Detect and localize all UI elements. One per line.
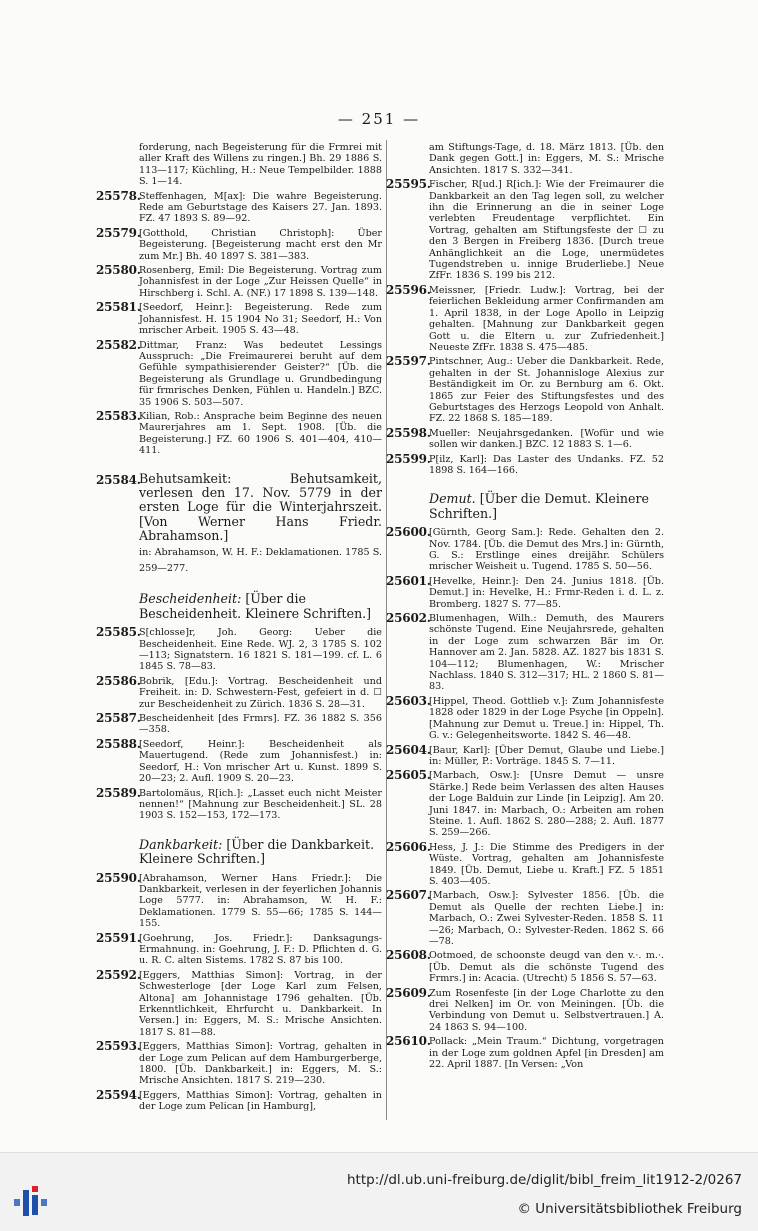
bibliography-entry xyxy=(386,985,664,1034)
entry-number: 25586. xyxy=(96,673,141,688)
bibliography-entry xyxy=(96,472,382,577)
entry-text: Mueller: Neujahrsgedanken. [Wofür und wie sollen wir danken.] BZC. 12 1883 S. 1—6. xyxy=(429,427,664,451)
university-library-logo-icon xyxy=(12,1186,48,1220)
bibliography-entry xyxy=(96,1041,382,1087)
entry-number: 25601. xyxy=(386,573,431,588)
entry-number: 25596. xyxy=(386,282,431,297)
section-keyword: Dankbarkeit: xyxy=(139,836,223,852)
entry-list xyxy=(96,627,382,822)
bibliography-entry xyxy=(96,408,382,457)
entry-number: 25594. xyxy=(96,1087,141,1102)
permalink-url[interactable]: http://dl.ub.uni-freiburg.de/diglit/bibl_freim_lit1912-2/0267 xyxy=(346,1172,742,1188)
entry-text: Kilian, Rob.: Ansprache beim Beginne des neuen Maurerjahres am 1. Sept. 1908. [Üb. die Begeisterung.] FZ. 60 1906 S. 401—404, 410—411. xyxy=(139,410,382,457)
entry-text: Steffenhagen, M[ax]: Die wahre Begeisterung. Rede am Geburtstage des Kaisers 27. Jan. 1893. FZ. 47 1893 S. 89—92. xyxy=(139,190,382,225)
bibliography-entry xyxy=(386,613,664,693)
entry-number: 25590. xyxy=(96,870,141,885)
left-column xyxy=(96,142,382,1116)
entry-number: 25588. xyxy=(96,736,141,751)
bibliography-entry xyxy=(96,302,382,336)
entry-text: Pollack: „Mein Traum.“ Dichtung, vorgetragen in der Loge zum goldnen Apfel [in Dresden] am 22. April 1887. [In Versen: „Von xyxy=(429,1036,664,1071)
bibliography-entry xyxy=(96,1087,382,1113)
entry-number: 25580. xyxy=(96,263,141,278)
section-keyword: Bescheidenheit: xyxy=(139,591,242,607)
entry-number: 25598. xyxy=(386,425,431,440)
entry-number: 25593. xyxy=(96,1039,141,1054)
continued-entry: am Stiftungs-Tage, d. 18. März 1813. [Üb. den Dank gegen Gott.] in: Eggers, M. S.: Mrische Ansichten. 1817 S. 332—341. xyxy=(429,142,664,176)
entry-text: [Baur, Karl]: [Über Demut, Glaube und Liebe.] in: Müller, P.: Vorträge. 1845 S. 7—11. xyxy=(429,744,664,767)
bibliography-entry xyxy=(386,425,664,451)
section-keyword: Demut. xyxy=(429,491,476,507)
entry-text: [Seedorf, Heinr.]: Begeisterung. Rede zum Johannisfest. H. 15 1904 No 31; Seedorf, H.: Von mrischer Arbeit. 1905 S. 43—48. xyxy=(139,302,382,337)
entry-number: 25600. xyxy=(386,525,431,540)
entry-text: [Hippel, Theod. Gottlieb v.]: Zum Johannisfeste 1828 oder 1829 in der Loge Psyche [in Oppeln]. [Mahnung zur Demut u. Treue.] in: Hippel, Th. G. v.: Gelegenheitsworte. 1842 S. 46—48. xyxy=(429,695,664,742)
entry-number: 25595. xyxy=(386,177,431,192)
bibliography-entry xyxy=(96,736,382,785)
bibliography-entry xyxy=(96,337,382,408)
bibliography-entry xyxy=(386,890,664,947)
entry-number: 25587. xyxy=(96,711,141,726)
entry-text: [Eggers, Matthias Simon]: Vortrag, gehalten in der Loge zum Pelican [in Hamburg], xyxy=(139,1089,382,1113)
entry-number: 25592. xyxy=(96,967,141,982)
bibliography-entry xyxy=(386,693,664,742)
entry-text: Behutsamkeit: Behutsamkeit, verlesen den 17. Nov. 5779 in der ersten Loge für die Winterjahrszeit. [Von Werner Hans Friedr. Abrahamson.] xyxy=(139,470,382,544)
bibliography-entry xyxy=(96,673,382,710)
continued-entry: forderung, nach Begeisterung für die Frmrei mit aller Kraft des Willens zu ringen.] Bh. 29 1886 S. 113—117; Küchling, H.: Neue Tempelbilder. 1888 S. 1—14. xyxy=(139,142,382,188)
entry-text: Pintschner, Aug.: Ueber die Dankbarkeit. Rede, gehalten in der St. Johannisloge Alexius zur Beständigkeit im Or. zu Bernburg am 6. Okt. 1865 zur Feier des Stiftungsfestes und des Geburtstages des Herzogs Leopold von Anhalt. FZ. 22 1868 S. 185—189. xyxy=(429,356,664,425)
entry-number: 25581. xyxy=(96,300,141,315)
section-title: [Über die Dankbarkeit. Kleinere Schriften.] xyxy=(139,836,375,867)
entry-text: [Marbach, Osw.]: [Unsre Demut — unsre Stärke.] Rede beim Verlassen des alten Hauses der Loge Balduin zur Linde [in Leipzig]. Am 20. Juni 1847. in: Marbach, O.: Arbeiten am rohen Steine. 1. Aufl. 1862 S. 280—288; 2. Aufl. 1877 S. 259—266. xyxy=(429,770,664,839)
entry-number: 25609. xyxy=(386,985,431,1000)
entry-text: [Hevelke, Heinr.]: Den 24. Junius 1818. [Üb. Demut.] in: Hevelke, H.: Frmr-Reden i. d. L. z. Bromberg. 1827 S. 77—85. xyxy=(429,575,664,610)
bibliography-entry xyxy=(96,225,382,262)
entry-number: 25608. xyxy=(386,948,431,963)
bibliography-entry xyxy=(386,356,664,424)
entry-number: 25606. xyxy=(386,839,431,854)
entry-list xyxy=(96,188,382,457)
bibliography-entry xyxy=(386,1036,664,1070)
entry-number: 25602. xyxy=(386,611,431,626)
entry-text: [Marbach, Osw.]: Sylvester 1856. [Üb. die Demut als Quelle der rechten Liebe.] in: Marbach, O.: Zwei Sylvester-Reden. 1858 S. 11—26; Marbach, O.: Sylvester-Reden. 1862 S. 66—78. xyxy=(429,890,664,947)
entry-text: [Goehrung, Jos. Friedr.]: Danksagungs-Ermahnung. in: Goehrung, J. F.: D. Pflichten d. G. u. R. C. alten Sistems. 1782 S. 87 bis 100. xyxy=(139,932,382,967)
entry-text: Meissner, [Friedr. Ludw.]: Vortrag, bei der feierlichen Bekleidung armer Confirmanden am 1. April 1838, in der Loge Apollo in Leipzig gehalten. [Mahnung zur Dankbarkeit gegen Gott u. die Eltern u. zur Zufriedenheit.] Neueste ZfFr. 1838 S. 475—485. xyxy=(429,284,664,353)
entry-number: 25589. xyxy=(96,785,141,800)
entry-number: 25578. xyxy=(96,188,141,203)
entry-text: Blumenhagen, Wilh.: Demuth, des Maurers schönste Tugend. Eine Neujahrsrede, gehalten in der Loge zum schwarzen Bär im Or. Hannover am 2. Jan. 5828. AZ. 1827 bis 1831 S. 104—112; Blumenhagen, W.: Mrischer Nachlass. 1840 S. 312—317; HL. 2 1860 S. 81—83. xyxy=(429,613,664,693)
section-title: [Über die Demut. Kleinere Schriften.] xyxy=(429,491,649,521)
entry-number: 25607. xyxy=(386,888,431,903)
entry-text: Bartolomäus, R[ich.]: „Lasset euch nicht Meister nennen!“ [Mahnung zur Bescheidenheit.] SL. 28 1903 S. 152—153, 172—173. xyxy=(139,787,382,822)
entry-number: 25584. xyxy=(96,472,141,487)
bibliography-entry xyxy=(386,742,664,768)
entry-text: [Seedorf, Heinr.]: Bescheidenheit als Mauertugend. (Rede zum Johannisfest.) in: Seedorf, H.: Von mrischer Art u. Kunst. 1899 S. 20—23; 2. Aufl. 1909 S. 20—23. xyxy=(139,738,382,785)
entry-number: 25579. xyxy=(96,225,141,240)
bibliography-entry xyxy=(96,785,382,822)
entry-text: [Abrahamson, Werner Hans Friedr.]: Die Dankbarkeit, verlesen in der feyerlichen Johannis Loge 5777. in: Abrahamson, W. H. F.: Deklamationen. 1779 S. 55—66; 1785 S. 144—155. xyxy=(139,872,382,930)
entry-number: 25591. xyxy=(96,930,141,945)
entry-text: Hess, J. J.: Die Stimme des Predigers in der Wüste. Vortrag, gehalten am Johannisfeste 1849. [Üb. Demut, Liebe u. Kraft.] FZ. 5 1851 S. 403—405. xyxy=(429,841,664,887)
entry-text: P[ilz, Karl]: Das Laster des Undanks. FZ. 52 1898 S. 164—166. xyxy=(429,453,664,476)
page-number: — 251 — xyxy=(337,110,421,128)
entry-number: 25604. xyxy=(386,742,431,757)
entry-text: Bescheidenheit [des Frmrs]. FZ. 36 1882 S. 356—358. xyxy=(139,713,382,736)
section-heading xyxy=(96,592,382,621)
entry-text: S[chlosse]r, Joh. Georg: Ueber die Bescheidenheit. Eine Rede. WJ. 2, 3 1785 S. 102—113; Signatstern. 16 1821 S. 181—199. cf. L. 6 1845 S. 78—83. xyxy=(139,627,382,673)
bibliography-entry xyxy=(386,770,664,838)
entry-text: Zum Rosenfeste [in der Loge Charlotte zu den drei Nelken] im Or. von Meiningen. [Üb. die Verbindung von Demut u. Selbstvertrauen.] A. 24 1863 S. 94—100. xyxy=(429,987,664,1033)
copyright-notice: © Universitätsbibliothek Freiburg xyxy=(517,1201,742,1217)
entry-number: 25603. xyxy=(386,693,431,708)
entry-text: [Eggers, Matthias Simon]: Vortrag, in der Schwesterloge [der Loge Karl zum Felsen, Altona] am Johannistage 1796 gehalten. [Üb. Erkenntlichkeit, Ehrfurcht u. Dankbarkeit. In Versen.] in: Eggers, M. S.: Mrische Ansichten. 1817 S. 81—88. xyxy=(139,969,382,1038)
entry-number: 25583. xyxy=(96,408,141,423)
entry-text: [Eggers, Matthias Simon]: Vortrag, gehalten in der Loge zum Pelican auf dem Hamburgerberge, 1800. [Üb. Dankbarkeit.] in: Eggers, M. S.: Mrische Ansichten. 1817 S. 219—230. xyxy=(139,1041,382,1087)
bibliography-entry xyxy=(386,451,664,477)
entry-text: [Gotthold, Christian Christoph]: Über Begeisterung. [Begeisterung macht erst den Mr zum Mr.] Bh. 40 1897 S. 381—383. xyxy=(139,227,382,262)
bibliography-entry xyxy=(96,713,382,736)
entry-text: Fischer, R[ud.] R[ich.]: Wie der Freimaurer die Dankbarkeit an den Tag legen soll, zu welcher ihn die Erinnerung an die in seiner Loge verlebten Freudentage verpflichtet. Ein Vortrag, gehalten am Stiftungsfeste der ☐ zu den 3 Bergen in Freiberg 1836. [Durch treue Anhänglichkeit an die Loge, unermüdetes Tugendstreben u. innige Bruderliebe.] Neue ZfFr. 1836 S. 199 bis 212. xyxy=(429,179,664,282)
bibliography-entry xyxy=(96,930,382,967)
right-column xyxy=(386,142,664,1073)
entry-text: [Gürnth, Georg Sam.]: Rede. Gehalten den 2. Nov. 1784. [Üb. die Demut des Mrs.] in: Gürnth, G. S.: Erstlinge eines dreijähr. Schülers mrischer Weisheit u. Tugend. 1785 S. 50—56. xyxy=(429,527,664,573)
entry-list xyxy=(386,179,664,476)
bibliography-entry xyxy=(386,950,664,984)
entry-number: 25599. xyxy=(386,451,431,466)
bibliography-entry xyxy=(96,870,382,930)
entry-text: in: Abrahamson, W. H. F.: Deklamationen. 1785 S. 259—277. xyxy=(139,546,382,574)
entry-text: Bobrik, [Edu.]: Vortrag. Bescheidenheit und Freiheit. in: D. Schwestern-Fest, gefeiert in d. ☐ zur Bescheidenheit zu Zürich. 1836 S. 28—31. xyxy=(139,675,382,710)
bibliography-entry xyxy=(386,527,664,573)
bibliography-entry xyxy=(96,967,382,1038)
section-title: [Über die Bescheidenheit. Kleinere Schriften.] xyxy=(139,591,372,621)
bibliography-entry xyxy=(96,265,382,299)
entry-text: Rosenberg, Emil: Die Begeisterung. Vortrag zum Johannisfest in der Loge „Zur Heissen Quelle“ in Hirschberg i. Schl. A. (NF.) 17 1898 S. 139—148. xyxy=(139,265,382,299)
bibliography-entry xyxy=(386,839,664,888)
bibliography-entry xyxy=(96,627,382,673)
entry-text: Ootmoed, de schoonste deugd van den v.·. m.·. [Üb. Demut als die schönste Tugend des Frmrs.] in: Acacia. (Utrecht) 5 1856 S. 57—63. xyxy=(429,950,664,985)
bibliography-entry xyxy=(386,179,664,282)
entry-number: 25585. xyxy=(96,625,141,640)
entry-text: Dittmar, Franz: Was bedeutet Lessings Ausspruch: „Die Freimaurerei beruht auf dem Gefühle sympathisierender Geister?“ [Üb. die Begeisterung als Grundlage u. Grundbedingung für frmrisches Denken, Fühlen u. Handeln.] BZC. 35 1906 S. 503—507. xyxy=(139,339,382,408)
entry-list xyxy=(386,527,664,1070)
section-heading xyxy=(386,492,664,521)
entry-number: 25582. xyxy=(96,337,141,352)
bibliography-entry xyxy=(96,188,382,225)
viewer-footer xyxy=(0,1152,758,1231)
bibliography-entry xyxy=(386,573,664,610)
entry-number: 25610. xyxy=(386,1034,431,1049)
bibliography-entry xyxy=(386,282,664,353)
section-heading xyxy=(96,838,382,867)
entry-number: 25597. xyxy=(386,354,431,369)
entry-number: 25605. xyxy=(386,768,431,783)
entry-list xyxy=(96,870,382,1113)
